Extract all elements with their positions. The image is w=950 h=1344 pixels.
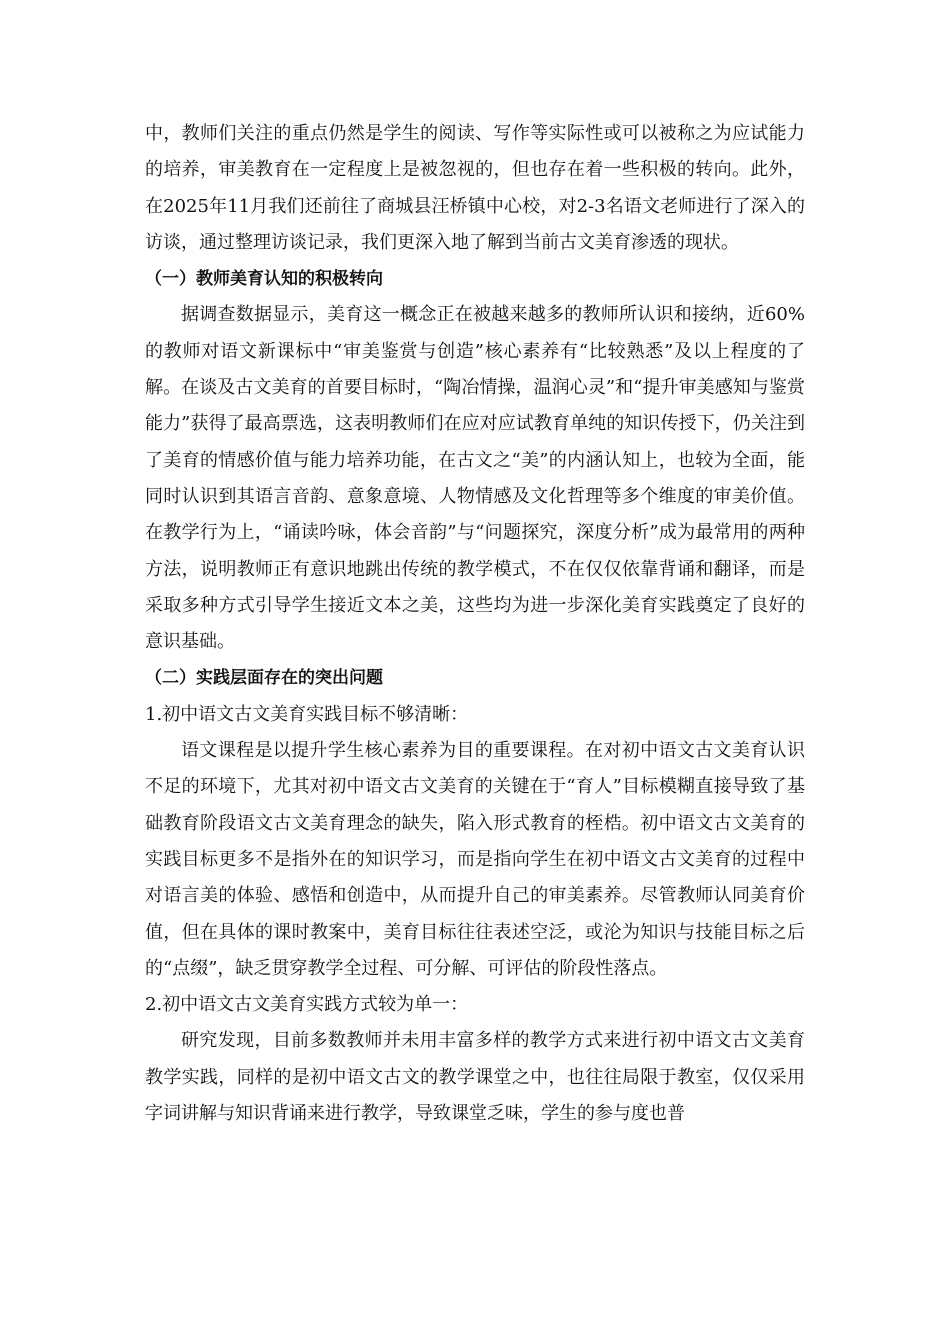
item-1-heading: 1.初中语文古文美育实践目标不够清晰： — [145, 703, 469, 725]
item-2-heading: 2.初中语文古文美育实践方式较为单一： — [145, 994, 469, 1016]
section-heading-1: （一）教师美育认知的积极转向 — [145, 269, 383, 290]
section-heading-2: （二）实践层面存在的突出问题 — [145, 668, 383, 689]
intro-paragraph: 中，教师们关注的重点仍然是学生的阅读、写作等实际性或可以被称之为应试能力的培养，审美教育在一定程度上是被忽视的，但也存在着一些积极的转向。此外，在2025年11月我们还前往了商城县汪桥镇中心校，对2-3名语文老师进行了深入的访谈，通过整理访谈记录，我们更深入地了解到当前古文美育渗透的现状。 — [145, 123, 805, 253]
section-1-paragraph: 据调查数据显示，美育这一概念正在被越来越多的教师所认识和接纳，近60%的教师对语文新课标中“审美鉴赏与创造”核心素养有“比较熟悉”及以上程度的了解。在谈及古文美育的首要目标时，“陶冶情操，温润心灵”和“提升审美感知与鉴赏能力”获得了最高票选，这表明教师们在应对应试教育单纯的知识传授下，仍关注到了美育的情感价值与能力培养功能，在古文之“美”的内涵认知上，也较为全面，能同时认识到其语言音韵、意象意境、人物情感及文化哲理等多个维度的审美价值。在教学行为上，“诵读吟咏，体会音韵”与“问题探究，深度分析”成为最常用的两种方法，说明教师正有意识地跳出传统的教学模式，不在仅仅依靠背诵和翻译，而是采取多种方式引导学生接近文本之美，这些均为进一步深化美育实践奠定了良好的意识基础。 — [145, 304, 805, 653]
item-2-paragraph: 研究发现，目前多数教师并未用丰富多样的教学方式来进行初中语文古文美育教学实践，同样的是初中语文古文的教学课堂之中，也往往局限于教室，仅仅采用字词讲解与知识背诵来进行教学，导致课堂乏味，学生的参与度也普 — [145, 1030, 805, 1125]
document-body — [145, 116, 805, 1132]
item-1-paragraph: 语文课程是以提升学生核心素养为目的重要课程。在对初中语文古文美育认识不足的环境下，尤其对初中语文古文美育的关键在于“育人”目标模糊直接导致了基础教育阶段语文古文美育理念的缺失，陷入形式教育的桎梏。初中语文古文美育的实践目标更多不是指外在的知识学习，而是指向学生在初中语文古文美育的过程中对语言美的体验、感悟和创造中，从而提升自己的审美素养。尽管教师认同美育价值，但在具体的课时教案中，美育目标往往表述空泛，或沦为知识与技能目标之后的“点缀”，缺乏贯穿教学全过程、可分解、可评估的阶段性落点。 — [145, 740, 805, 979]
